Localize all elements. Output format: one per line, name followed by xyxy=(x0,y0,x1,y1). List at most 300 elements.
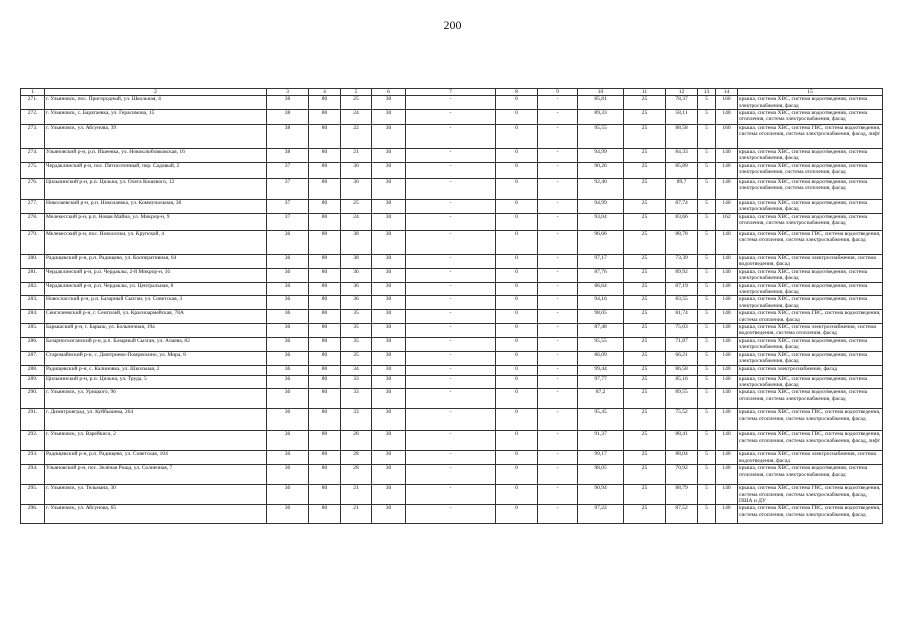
value-cell: 94,99 xyxy=(578,199,624,213)
value-cell: 36 xyxy=(267,282,309,296)
value-cell: 0 xyxy=(496,282,538,296)
value-cell: 85,89 xyxy=(666,162,698,178)
value-cell: 89,55 xyxy=(666,389,698,409)
row-number: 295. xyxy=(21,485,45,505)
value-cell: 97,22 xyxy=(578,505,624,524)
value-cell: 140 xyxy=(716,365,738,375)
works-cell: крыша, система ХВС, система водоотведения, система электроснабжения, фасад xyxy=(738,337,883,351)
value-cell: 80 xyxy=(309,162,341,178)
value-cell: 34 xyxy=(341,365,372,375)
value-cell: 36 xyxy=(267,310,309,324)
table-row xyxy=(21,162,883,178)
value-cell: - xyxy=(538,505,578,524)
value-cell: 25 xyxy=(624,323,666,337)
apartment-buildings-table xyxy=(20,88,883,524)
value-cell: 30 xyxy=(372,162,406,178)
value-cell: 36 xyxy=(341,282,372,296)
value-cell: 140 xyxy=(716,296,738,310)
value-cell: 98,05 xyxy=(578,310,624,324)
value-cell: 35 xyxy=(341,310,372,324)
value-cell: - xyxy=(406,431,496,451)
value-cell: 28 xyxy=(341,451,372,465)
value-cell: - xyxy=(406,409,496,431)
value-cell: - xyxy=(406,199,496,213)
value-cell: - xyxy=(406,310,496,324)
value-cell: - xyxy=(538,323,578,337)
value-cell: 140 xyxy=(716,505,738,524)
value-cell: - xyxy=(406,375,496,389)
value-cell: - xyxy=(538,451,578,465)
works-cell: крыша, система ХВС, система водоотведения, система электроснабжения, фасад xyxy=(738,148,883,162)
row-number: 291. xyxy=(21,409,45,431)
address-cell: Чердаклинский р-н, р.п. Чердаклы, 2-й Микрор-н, 16 xyxy=(45,268,267,282)
works-cell: крыша, система ХВС, система водоотведения, система электроснабжения, фасад xyxy=(738,296,883,310)
row-number: 282. xyxy=(21,282,45,296)
value-cell: 5 xyxy=(698,365,716,375)
column-number: 5 xyxy=(341,89,372,96)
address-cell: г. Ульяновск, ул. Урицкого, 96 xyxy=(45,389,267,409)
value-cell: - xyxy=(406,230,496,254)
value-cell: 140 xyxy=(716,199,738,213)
value-cell: 30 xyxy=(372,505,406,524)
value-cell: 25 xyxy=(624,389,666,409)
value-cell: 25 xyxy=(624,337,666,351)
page-number: 200 xyxy=(443,18,462,32)
value-cell: 93,04 xyxy=(578,213,624,230)
table-row xyxy=(21,409,883,431)
value-cell: 0 xyxy=(496,337,538,351)
value-cell: 25 xyxy=(624,451,666,465)
value-cell: 38 xyxy=(341,254,372,268)
value-cell: 91,37 xyxy=(578,431,624,451)
value-cell: 37 xyxy=(267,162,309,178)
value-cell: 140 xyxy=(716,310,738,324)
value-cell: - xyxy=(538,268,578,282)
address-cell: Ульяновский р-н, р.п. Ишеевка, ул. Новоклюбовковская, 16 xyxy=(45,148,267,162)
value-cell: 5 xyxy=(698,351,716,365)
value-cell: 90,94 xyxy=(578,485,624,505)
works-cell: крыша, система ХВС, система водоотведения, система отопления, система электроснабжения, фасад xyxy=(738,109,883,124)
value-cell: 25 xyxy=(341,96,372,110)
value-cell: 99,44 xyxy=(578,365,624,375)
value-cell: 0 xyxy=(496,124,538,148)
value-cell: 97,77 xyxy=(578,375,624,389)
row-number: 296. xyxy=(21,505,45,524)
value-cell: 75,52 xyxy=(666,409,698,431)
column-number: 13 xyxy=(698,89,716,96)
value-cell: 25 xyxy=(624,162,666,178)
table-row xyxy=(21,351,883,365)
table-row xyxy=(21,451,883,465)
address-cell: Мелекесский р-н, пос. Новоселки, ул. Крупской, 4 xyxy=(45,230,267,254)
works-cell: крыша, система ХВС, система ГВС, система водоотведения, система отопления, система электроснабжения, фасад, ПША и ДУ xyxy=(738,485,883,505)
value-cell: 80 xyxy=(309,268,341,282)
value-cell: 80 xyxy=(309,351,341,365)
value-cell: - xyxy=(406,337,496,351)
value-cell: 80 xyxy=(309,96,341,110)
value-cell: 80 xyxy=(309,375,341,389)
value-cell: 0 xyxy=(496,296,538,310)
value-cell: 30 xyxy=(372,337,406,351)
value-cell: 5 xyxy=(698,109,716,124)
value-cell: 85,81 xyxy=(578,96,624,110)
value-cell: 140 xyxy=(716,268,738,282)
value-cell: 0 xyxy=(496,162,538,178)
value-cell: 0 xyxy=(496,310,538,324)
works-cell: крыша, система ХВС, система водоотведения, система отопления, система электроснабжения, фасад xyxy=(738,213,883,230)
value-cell: 81,74 xyxy=(666,310,698,324)
value-cell: 38 xyxy=(267,96,309,110)
value-cell: 5 xyxy=(698,230,716,254)
address-cell: Чердаклинский р-н, пос. Пятисотенный, пер. Садовый, 2 xyxy=(45,162,267,178)
value-cell: 87,76 xyxy=(578,268,624,282)
value-cell: 0 xyxy=(496,451,538,465)
value-cell: 25 xyxy=(624,148,666,162)
value-cell: 5 xyxy=(698,451,716,465)
value-cell: 0 xyxy=(496,323,538,337)
address-cell: Радищевский р-н, с. Калиновка, ул. Школьная, 2 xyxy=(45,365,267,375)
value-cell: - xyxy=(538,389,578,409)
value-cell: 21 xyxy=(341,505,372,524)
value-cell: 140 xyxy=(716,230,738,254)
value-cell: 24 xyxy=(341,213,372,230)
value-cell: 30 xyxy=(372,96,406,110)
value-cell: 160 xyxy=(716,96,738,110)
value-cell: 25 xyxy=(624,254,666,268)
works-cell: крыша, система ХВС, система водоотведения, система электроснабжения, фасад xyxy=(738,268,883,282)
value-cell: 83,66 xyxy=(666,213,698,230)
value-cell: 90,26 xyxy=(578,162,624,178)
table-row xyxy=(21,337,883,351)
address-cell: г. Ульяновск, пос. Пригородный, ул. Школьная, 4 xyxy=(45,96,267,110)
value-cell: 36 xyxy=(341,268,372,282)
table-row xyxy=(21,254,883,268)
value-cell: 160 xyxy=(716,124,738,148)
value-cell: 0 xyxy=(496,409,538,431)
row-number: 278. xyxy=(21,213,45,230)
value-cell: 30 xyxy=(341,178,372,199)
table-row xyxy=(21,375,883,389)
value-cell: 70,92 xyxy=(666,465,698,485)
value-cell: - xyxy=(406,365,496,375)
value-cell: 25 xyxy=(624,409,666,431)
value-cell: 140 xyxy=(716,282,738,296)
value-cell: 36 xyxy=(267,451,309,465)
value-cell: - xyxy=(406,254,496,268)
value-cell: 37 xyxy=(267,199,309,213)
value-cell: 80 xyxy=(309,213,341,230)
address-cell: Цильнинский р-н, р.п. Цильна, ул. Олега Кошевого, 12 xyxy=(45,178,267,199)
value-cell: 80 xyxy=(309,148,341,162)
value-cell: 140 xyxy=(716,148,738,162)
works-cell: крыша, система ХВС, система ГВС, система водоотведения, система отопления, система электроснабжения, фасад, лифт xyxy=(738,431,883,451)
table-row xyxy=(21,505,883,524)
value-cell: - xyxy=(406,296,496,310)
value-cell: - xyxy=(538,148,578,162)
row-number: 289. xyxy=(21,375,45,389)
value-cell: - xyxy=(538,310,578,324)
column-number: 2 xyxy=(45,89,267,96)
value-cell: 5 xyxy=(698,310,716,324)
works-cell: крыша, система ХВС, система водоотведения, система электроснабжения, фасад xyxy=(738,96,883,110)
value-cell: 88,58 xyxy=(666,124,698,148)
value-cell: - xyxy=(538,213,578,230)
value-cell: 36 xyxy=(267,351,309,365)
row-number: 290. xyxy=(21,389,45,409)
value-cell: 25 xyxy=(624,96,666,110)
works-cell: крыша, система ХВС, система ГВС, система водоотведения, система отопления, система электроснабжения, фасад xyxy=(738,230,883,254)
value-cell: 30 xyxy=(372,268,406,282)
value-cell: 140 xyxy=(716,337,738,351)
value-cell: 80 xyxy=(309,431,341,451)
value-cell: 36 xyxy=(267,431,309,451)
table-body xyxy=(21,89,883,524)
address-cell: Новоспасский р-н, р.п. Базарный Сызган, ул. Советская, 3 xyxy=(45,296,267,310)
value-cell: 36 xyxy=(267,465,309,485)
value-cell: 21 xyxy=(341,148,372,162)
row-number: 272. xyxy=(21,109,45,124)
works-cell: крыша, система ХВС, система водоотведения, система электроснабжения, фасад xyxy=(738,375,883,389)
value-cell: 30 xyxy=(372,389,406,409)
table-row xyxy=(21,431,883,451)
value-cell: 89,92 xyxy=(666,268,698,282)
table-row xyxy=(21,124,883,148)
column-number: 3 xyxy=(267,89,309,96)
value-cell: 36 xyxy=(267,230,309,254)
value-cell: 58,11 xyxy=(666,109,698,124)
address-cell: Цильнинский р-н, р.п. Цильна, ул. Труда, 5 xyxy=(45,375,267,389)
value-cell: - xyxy=(538,124,578,148)
value-cell: 30 xyxy=(372,351,406,365)
value-cell: 85,16 xyxy=(666,375,698,389)
value-cell: 30 xyxy=(372,178,406,199)
value-cell: 35 xyxy=(341,351,372,365)
value-cell: 21 xyxy=(341,485,372,505)
value-cell: 71,87 xyxy=(666,337,698,351)
address-cell: г. Ульяновск, ул. Тельмана, 30 xyxy=(45,485,267,505)
row-number: 277. xyxy=(21,199,45,213)
value-cell: 0 xyxy=(496,199,538,213)
value-cell: 95,55 xyxy=(578,124,624,148)
value-cell: - xyxy=(538,178,578,199)
value-cell: 5 xyxy=(698,485,716,505)
row-number: 285. xyxy=(21,323,45,337)
value-cell: 80 xyxy=(309,451,341,465)
value-cell: 88,78 xyxy=(666,230,698,254)
value-cell: 80 xyxy=(309,389,341,409)
value-cell: 96,66 xyxy=(578,230,624,254)
value-cell: 36 xyxy=(341,296,372,310)
value-cell: 25 xyxy=(624,199,666,213)
column-number: 8 xyxy=(496,89,538,96)
value-cell: 25 xyxy=(624,282,666,296)
value-cell: 80 xyxy=(309,485,341,505)
value-cell: 35 xyxy=(341,323,372,337)
value-cell: - xyxy=(538,337,578,351)
value-cell: - xyxy=(406,465,496,485)
value-cell: - xyxy=(538,230,578,254)
column-number: 9 xyxy=(538,89,578,96)
row-number: 283. xyxy=(21,296,45,310)
value-cell: 30 xyxy=(372,254,406,268)
value-cell: 33 xyxy=(341,409,372,431)
row-number: 276. xyxy=(21,178,45,199)
value-cell: 37 xyxy=(267,178,309,199)
row-number: 292. xyxy=(21,431,45,451)
value-cell: 30 xyxy=(372,323,406,337)
value-cell: 5 xyxy=(698,337,716,351)
value-cell: 0 xyxy=(496,505,538,524)
value-cell: - xyxy=(538,199,578,213)
value-cell: 5 xyxy=(698,254,716,268)
works-cell: крыша, система ХВС, система ГВС, система водоотведения, система отопления, система электроснабжения, фасад, лифт xyxy=(738,124,883,148)
column-number: 14 xyxy=(716,89,738,96)
value-cell: 5 xyxy=(698,124,716,148)
value-cell: 88,79 xyxy=(666,485,698,505)
value-cell: 140 xyxy=(716,409,738,431)
value-cell: 35 xyxy=(341,337,372,351)
row-number: 281. xyxy=(21,268,45,282)
value-cell: 5 xyxy=(698,268,716,282)
address-cell: Чердаклинский р-н, р.п. Чердаклы, ул. Центральная, 8 xyxy=(45,282,267,296)
value-cell: 36 xyxy=(267,337,309,351)
value-cell: 5 xyxy=(698,389,716,409)
value-cell: 36 xyxy=(267,505,309,524)
value-cell: 36 xyxy=(267,268,309,282)
value-cell: - xyxy=(406,282,496,296)
value-cell: 97,17 xyxy=(578,254,624,268)
value-cell: 36 xyxy=(267,409,309,431)
value-cell: 94,16 xyxy=(578,296,624,310)
value-cell: 5 xyxy=(698,213,716,230)
value-cell: 0 xyxy=(496,389,538,409)
row-number: 288. xyxy=(21,365,45,375)
value-cell: 25 xyxy=(624,431,666,451)
column-number: 12 xyxy=(666,89,698,96)
column-number: 1 xyxy=(21,89,45,96)
value-cell: - xyxy=(406,148,496,162)
value-cell: 0 xyxy=(496,254,538,268)
value-cell: 30 xyxy=(372,296,406,310)
address-cell: Сенгилеевский р-н, г. Сенгилей, ул. Красноармейская, 78А xyxy=(45,310,267,324)
value-cell: 140 xyxy=(716,351,738,365)
value-cell: - xyxy=(406,323,496,337)
row-number: 271. xyxy=(21,96,45,110)
value-cell: - xyxy=(538,365,578,375)
column-number-row xyxy=(21,89,883,96)
value-cell: 5 xyxy=(698,505,716,524)
address-cell: Николаевский р-н, р.п. Николаевка, ул. Коммунальная, 38 xyxy=(45,199,267,213)
value-cell: 0 xyxy=(496,431,538,451)
column-number: 7 xyxy=(406,89,496,96)
value-cell: - xyxy=(538,375,578,389)
value-cell: 86,58 xyxy=(666,365,698,375)
value-cell: 140 xyxy=(716,465,738,485)
value-cell: 36 xyxy=(267,485,309,505)
address-cell: Барышский р-н, г. Барыш, ул. Больничная, 19а xyxy=(45,323,267,337)
table-row xyxy=(21,310,883,324)
row-number: 275. xyxy=(21,162,45,178)
value-cell: 0 xyxy=(496,178,538,199)
table-row xyxy=(21,268,883,282)
value-cell: 80 xyxy=(309,282,341,296)
value-cell: 0 xyxy=(496,485,538,505)
table-row xyxy=(21,96,883,110)
address-cell: г. Димитровград, ул. Куйбышева, 264 xyxy=(45,409,267,431)
column-number: 4 xyxy=(309,89,341,96)
value-cell: 30 xyxy=(372,230,406,254)
value-cell: 30 xyxy=(372,365,406,375)
value-cell: 140 xyxy=(716,485,738,505)
row-number: 284. xyxy=(21,310,45,324)
value-cell: - xyxy=(538,409,578,431)
value-cell: 80 xyxy=(309,296,341,310)
works-cell: крыша, система электроснабжения, фасад xyxy=(738,365,883,375)
value-cell: 140 xyxy=(716,431,738,451)
table-row xyxy=(21,148,883,162)
value-cell: 25 xyxy=(624,296,666,310)
works-cell: крыша, система ХВС, система электроснабжения, система водоотведения, фасад xyxy=(738,254,883,268)
works-cell: крыша, система ХВС, система водоотведения, система электроснабжения, система отопления, фасад xyxy=(738,178,883,199)
value-cell: 38 xyxy=(267,109,309,124)
address-cell: Старомайнский р-н, с. Дмитриево-Помряскино, ул. Мира, 8 xyxy=(45,351,267,365)
value-cell: 38 xyxy=(267,148,309,162)
value-cell: 87,48 xyxy=(578,323,624,337)
value-cell: 5 xyxy=(698,431,716,451)
value-cell: - xyxy=(538,351,578,365)
value-cell: 38 xyxy=(341,230,372,254)
value-cell: 30 xyxy=(372,109,406,124)
value-cell: 5 xyxy=(698,375,716,389)
value-cell: - xyxy=(538,254,578,268)
value-cell: 5 xyxy=(698,282,716,296)
value-cell: - xyxy=(538,96,578,110)
value-cell: 140 xyxy=(716,109,738,124)
value-cell: - xyxy=(538,485,578,505)
table-row xyxy=(21,230,883,254)
value-cell: - xyxy=(406,96,496,110)
value-cell: 28 xyxy=(341,431,372,451)
value-cell: 30 xyxy=(341,162,372,178)
table-row xyxy=(21,365,883,375)
value-cell: 38 xyxy=(267,124,309,148)
row-number: 280. xyxy=(21,254,45,268)
value-cell: 162 xyxy=(716,213,738,230)
value-cell: - xyxy=(406,124,496,148)
value-cell: 0 xyxy=(496,148,538,162)
works-cell: крыша, система ХВС, система ГВС, система водоотведения, система отопления, фасад xyxy=(738,310,883,324)
column-number: 10 xyxy=(578,89,624,96)
value-cell: 80 xyxy=(309,230,341,254)
row-number: 293. xyxy=(21,451,45,465)
value-cell: 80 xyxy=(309,505,341,524)
value-cell: 87,2 xyxy=(578,389,624,409)
value-cell: - xyxy=(406,178,496,199)
row-number: 279. xyxy=(21,230,45,254)
value-cell: 30 xyxy=(372,199,406,213)
value-cell: 140 xyxy=(716,178,738,199)
address-cell: Радищевский р-н, р.п. Радищево, ул. Кооперативная, 64 xyxy=(45,254,267,268)
value-cell: 73,39 xyxy=(666,254,698,268)
table-row xyxy=(21,109,883,124)
value-cell: 99,17 xyxy=(578,451,624,465)
value-cell: - xyxy=(406,213,496,230)
value-cell: 0 xyxy=(496,268,538,282)
works-cell: крыша, система ХВС, система водоотведения, система электроснабжения, фасад xyxy=(738,199,883,213)
value-cell: - xyxy=(406,351,496,365)
value-cell: 78,37 xyxy=(666,96,698,110)
value-cell: 30 xyxy=(372,148,406,162)
